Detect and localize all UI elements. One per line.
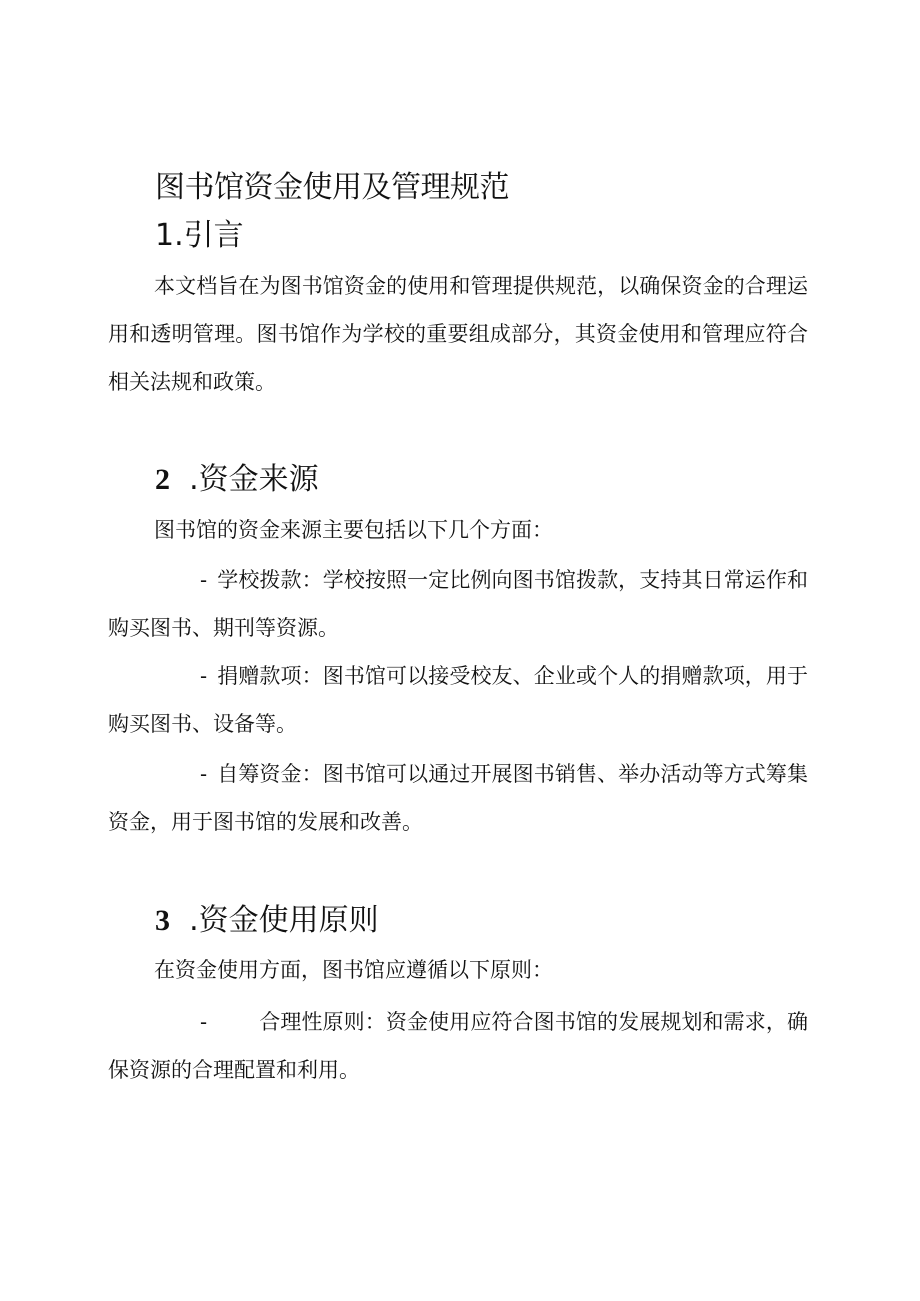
list-item [108, 750, 808, 846]
document-title: 图书馆资金使用及管理规范 [155, 170, 509, 205]
section-heading-text: .资金来源 [189, 462, 319, 497]
list-item [108, 652, 808, 748]
list-item-text: 合理性原则：资金使用应符合图书馆的发展规划和需求，确保资源的合理配置和利用。 [108, 1010, 808, 1082]
list-item-text: 自筹资金：图书馆可以通过开展图书销售、举办活动等方式筹集资金，用于图书馆的发展和改善。 [108, 762, 808, 834]
introduction-paragraph: 本文档旨在为图书馆资金的使用和管理提供规范，以确保资金的合理运用和透明管理。图书馆作为学校的重要组成部分，其资金使用和管理应符合相关法规和政策。 [108, 274, 808, 394]
section-heading-text: .资金使用原则 [189, 903, 379, 938]
list-item-text: 学校拨款：学校按照一定比例向图书馆拨款，支持其日常运作和购买图书、期刊等资源。 [108, 568, 808, 640]
section-number: 2 [155, 463, 170, 496]
list-item [108, 556, 808, 652]
usage-principles-intro: 在资金使用方面，图书馆应遵循以下原则： [154, 958, 553, 982]
section-heading-introduction: 1.引言 [155, 218, 244, 253]
list-dash: - [200, 568, 208, 592]
list-item-text: 捐赠款项：图书馆可以接受校友、企业或个人的捐赠款项，用于购买图书、设备等。 [108, 664, 808, 736]
section-heading-funding-sources [155, 462, 319, 498]
funding-sources-intro: 图书馆的资金来源主要包括以下几个方面： [154, 518, 553, 542]
section-heading-usage-principles [155, 903, 379, 939]
list-item [108, 998, 808, 1094]
list-dash: - [200, 1010, 208, 1034]
list-dash: - [200, 762, 208, 786]
list-dash: - [200, 664, 208, 688]
section-number: 3 [155, 904, 170, 937]
